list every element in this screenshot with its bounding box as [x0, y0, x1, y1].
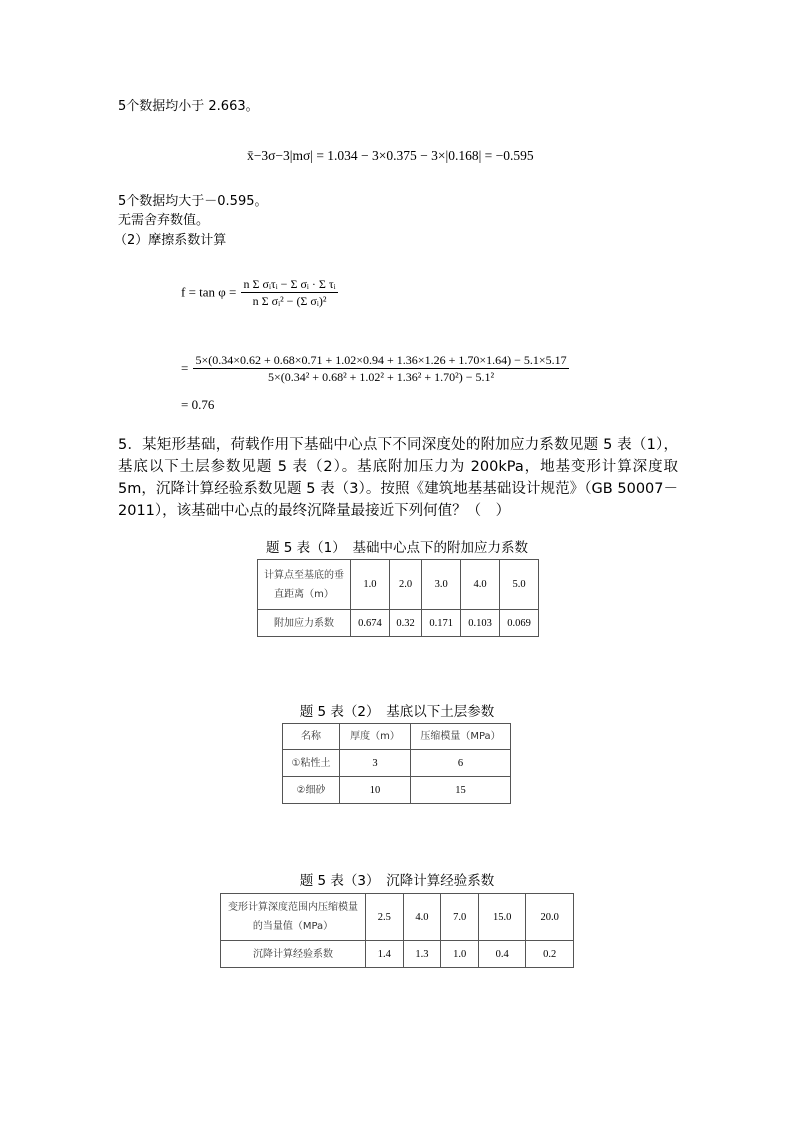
table2-header-row	[283, 724, 511, 750]
formula-block	[181, 276, 338, 309]
table2-header: 厚度（m）	[340, 724, 411, 750]
table1-row-label: 附加应力系数	[258, 610, 351, 637]
table3-cell: 1.0	[441, 941, 479, 968]
table3-cell: 0.2	[526, 941, 574, 968]
text-line-1: 5个数据均小于 2.663。	[118, 99, 259, 114]
table2-row	[283, 750, 511, 777]
text-line-2: 5个数据均大于－0.595。	[118, 194, 268, 209]
result-line: = 0.76	[181, 397, 215, 412]
substitution-numerator: 5×(0.34×0.62 + 0.68×0.71 + 1.02×0.94 + 1.36×1.26 + 1.70×1.64) − 5.1×5.17	[195, 353, 567, 367]
table2-caption: 题 5 表（2） 基底以下土层参数	[299, 704, 495, 720]
table2-header: 名称	[283, 724, 340, 750]
table1-row-label: 计算点至基底的垂直距离（m）	[258, 560, 351, 610]
question-5: 5．某矩形基础，荷载作用下基础中心点下不同深度处的附加应力系数见题 5 表（1），基底以下土层参数见题 5 表（2）。基底附加压力为 200kPa，地基变形计算深度取 5m，沉降计算经验系数见题 5 表（3）。按照《建筑地基基础设计规范》（GB 50007－2011），该基础中心点的最终沉降量最接近下列何值？（ ）	[118, 437, 678, 519]
table3-cell: 20.0	[526, 894, 574, 941]
table3-row-modulus	[221, 894, 574, 941]
table3-cell: 1.3	[403, 941, 441, 968]
table1-cell: 0.674	[351, 610, 390, 637]
table3-row-label: 变形计算深度范围内压缩模量的当量值（MPa）	[221, 894, 366, 941]
table3-cell: 0.4	[478, 941, 525, 968]
table2-cell: ①粘性土	[283, 750, 340, 777]
table1-row-distance	[258, 560, 539, 610]
table1-cell: 0.069	[500, 610, 539, 637]
table2-cell: 15	[411, 777, 511, 804]
table1-cell: 4.0	[461, 560, 500, 610]
table2-cell: 3	[340, 750, 411, 777]
table2-cell: 6	[411, 750, 511, 777]
table2	[282, 723, 511, 804]
table2-header: 压缩模量（MPa）	[411, 724, 511, 750]
table1-cell: 5.0	[500, 560, 539, 610]
table1-cell: 0.171	[422, 610, 461, 637]
formula-numerator: n Σ σᵢτᵢ − Σ σᵢ · Σ τᵢ	[243, 277, 336, 291]
table3-cell: 2.5	[366, 894, 404, 941]
formula-lhs: f = tan φ =	[181, 284, 237, 300]
text-line-3: 无需舍弃数值。	[118, 213, 210, 228]
table3-caption: 题 5 表（3） 沉降计算经验系数	[299, 873, 495, 889]
table1	[257, 559, 539, 637]
table3-row-label: 沉降计算经验系数	[221, 941, 366, 968]
table2-cell: ②细砂	[283, 777, 340, 804]
table1-cell: 2.0	[389, 560, 421, 610]
table3-cell: 15.0	[478, 894, 525, 941]
table2-cell: 10	[340, 777, 411, 804]
formula-denominator: n Σ σᵢ² − (Σ σᵢ)²	[252, 294, 327, 308]
table1-cell: 0.103	[461, 610, 500, 637]
table3-row-coefficient	[221, 941, 574, 968]
table3	[220, 893, 574, 968]
table1-cell: 1.0	[351, 560, 390, 610]
table3-cell: 7.0	[441, 894, 479, 941]
substitution-denominator: 5×(0.34² + 0.68² + 1.02² + 1.36² + 1.70²) − 5.1²	[267, 370, 495, 384]
equation-1: x̄−3σ−3|mσ| = 1.034 − 3×0.375 − 3×|0.168| = −0.595	[247, 148, 534, 163]
table1-cell: 3.0	[422, 560, 461, 610]
table1-row-coefficient	[258, 610, 539, 637]
table1-caption: 题 5 表（1） 基础中心点下的附加应力系数	[265, 540, 528, 556]
text-line-4: （2）摩擦系数计算	[114, 233, 227, 248]
table3-cell: 1.4	[366, 941, 404, 968]
table2-row	[283, 777, 511, 804]
table3-cell: 4.0	[403, 894, 441, 941]
table1-cell: 0.32	[389, 610, 421, 637]
substitution-block: = 5×(0.34×0.62 + 0.68×0.71 + 1.02×0.94 + 1.36×1.26 + 1.70×1.64) − 5.1×5.17 5×(0.34² + 0.68² + 1.02² + 1.36² + 1.70²) − 5.1²	[181, 353, 567, 384]
